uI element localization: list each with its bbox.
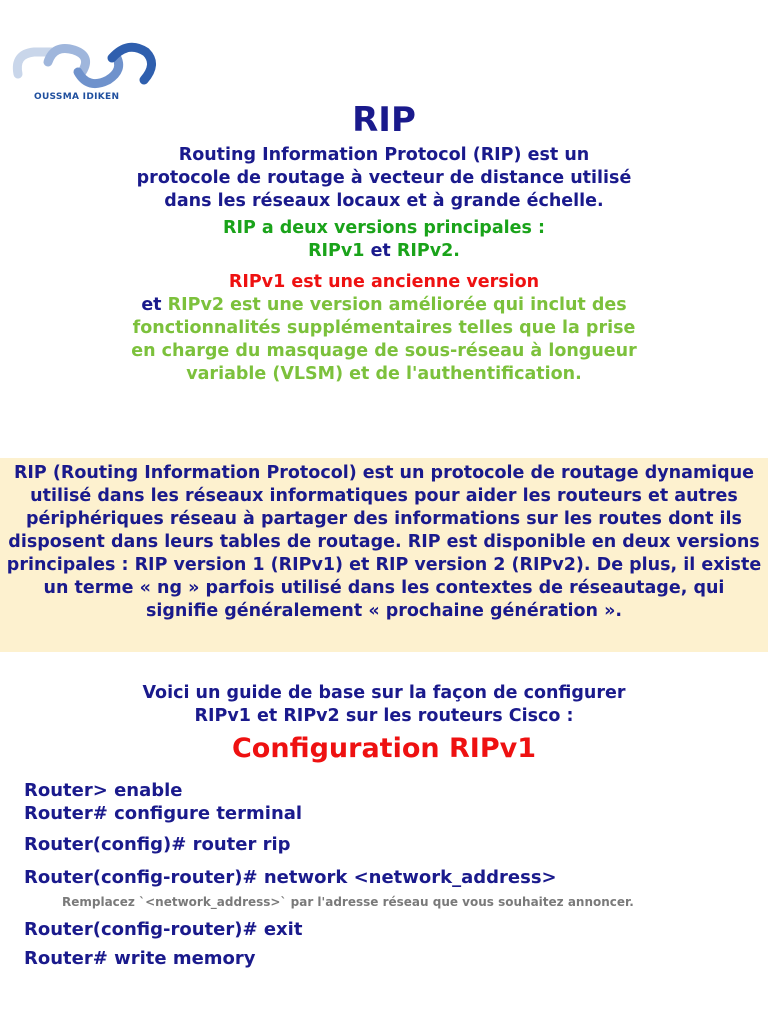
- command-line: Router(config-router)# network <network_address>: [24, 867, 557, 888]
- highlight-box: [0, 458, 768, 652]
- command-line: Router# write memory: [24, 948, 256, 969]
- logo-text: OUSSMA IDIKEN: [34, 92, 120, 102]
- versions-line: [130, 240, 638, 263]
- command-line: Router> enable: [24, 780, 183, 801]
- intro-section: [130, 144, 638, 386]
- command-line: Router(config-router)# exit: [24, 919, 303, 940]
- ripv2-description: [130, 294, 638, 386]
- page-title: RIP: [352, 100, 416, 140]
- ripv1-label: RIPv1: [308, 241, 365, 261]
- ripv2-improved-text: RIPv2 est une version améliorée qui inclut des fonctionnalités supplémentaires telles que la prise en charge du masquage de sous-réseau à longueur variable (VLSM) et de l'authentification.: [131, 295, 637, 384]
- command-line: Router# configure terminal: [24, 803, 303, 824]
- guide-line-1: Voici un guide de base sur la façon de configurer: [142, 683, 626, 703]
- versions-heading: RIP a deux versions principales :: [222, 218, 546, 238]
- ripv1-old-version: RIPv1 est une ancienne version: [228, 272, 540, 292]
- rip-definition: Routing Information Protocol (RIP) est un protocole de routage à vecteur de distance utilisé dans les réseaux locaux et à grande échelle.: [136, 145, 632, 211]
- chain-link-logo-icon: [8, 36, 158, 96]
- ripv2-label: RIPv2.: [396, 241, 460, 261]
- replace-note: Remplacez `<network_address>` par l'adresse réseau que vous souhaitez annoncer.: [62, 895, 634, 909]
- command-line: Router(config)# router rip: [24, 834, 291, 855]
- and-word: et: [370, 241, 391, 261]
- guide-line-2: RIPv1 et RIPv2 sur les routeurs Cisco :: [194, 706, 574, 726]
- and-word-2: et: [141, 295, 162, 315]
- guide-intro: [0, 682, 768, 728]
- config-heading: Configuration RIPv1: [231, 733, 537, 764]
- logo: [8, 36, 158, 108]
- highlight-text: RIP (Routing Information Protocol) est un protocole de routage dynamique utilisé dans les réseaux informatiques pour aider les routeurs et autres périphériques réseau à partager des informations sur les routes dont ils disposent dans leurs tables de routage. RIP est disponible en deux versions principales : RIP version 1 (RIPv1) et RIP version 2 (RIPv2). De plus, il existe un terme « ng » parfois utilisé dans les contextes de réseautage, qui signifie généralement « prochaine génération ».: [6, 463, 762, 621]
